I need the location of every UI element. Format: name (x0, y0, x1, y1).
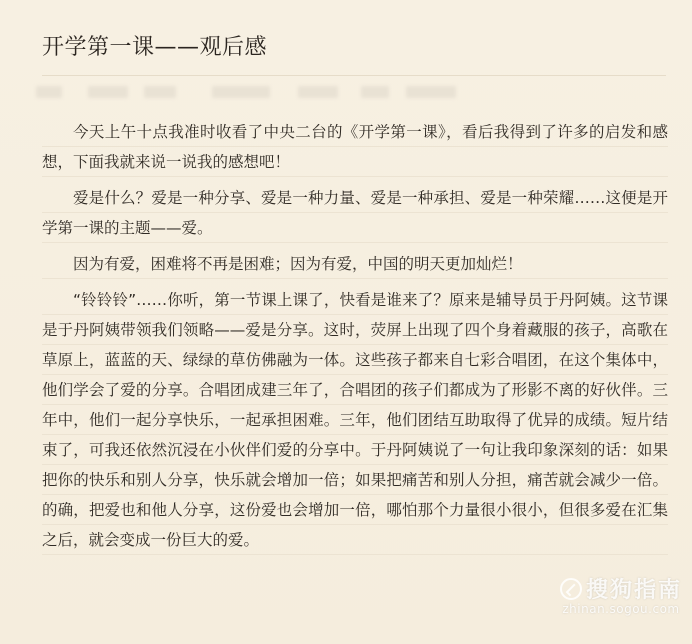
blurred-meta-1 (36, 86, 62, 98)
blurred-meta-2 (88, 86, 128, 98)
paragraph-intro: 今天上午十点我准时收看了中央二台的《开学第一课》，看后我得到了许多的启发和感想，下面我就来说一说我的感想吧！ (42, 117, 668, 177)
blurred-meta-4 (212, 86, 270, 98)
watermark-brand: 搜狗指南 (585, 578, 682, 603)
blurred-meta-3 (144, 86, 176, 98)
title-divider (42, 75, 666, 76)
watermark-url: zhinan.sogou.com (562, 602, 680, 616)
blurred-meta-6 (361, 86, 389, 98)
paragraph-theme: 爱是什么？爱是一种分享、爱是一种力量、爱是一种承担、爱是一种荣耀……这便是开学第一课的主题——爱。 (42, 183, 668, 243)
paragraph-first-lesson: “铃铃铃”……你听，第一节课上课了，快看是谁来了？原来是辅导员于丹阿姨。这节课是于丹阿姨带领我们领略——爱是分享。这时，荧屏上出现了四个身着藏服的孩子，高歌在草原上，蓝蓝的天、绿绿的草仿佛融为一体。这些孩子都来自七彩合唱团，在这个集体中，他们学会了爱的分享。合唱团成建三年了，合唱团的孩子们都成为了形影不离的好伙伴。三年中，他们一起分享快乐，一起承担困难。三年，他们团结互助取得了优异的成绩。短片结束了，可我还依然沉浸在小伙伴们爱的分享中。于丹阿姨说了一句让我印象深刻的话：如果把你的快乐和别人分享，快乐就会增加一倍；如果把痛苦和别人分担，痛苦就会减少一倍。的确，把爱也和他人分享，这份爱也会增加一倍，哪怕那个力量很小很小，但很多爱在汇集之后，就会变成一份巨大的爱。 (42, 285, 668, 555)
article-body (42, 117, 668, 561)
blurred-author-meta (36, 86, 676, 100)
blurred-meta-7 (406, 86, 456, 98)
blurred-meta-5 (298, 86, 338, 98)
sogou-logo-icon (560, 578, 582, 600)
article-title: 开学第一课——观后感 (42, 35, 268, 60)
paragraph-love: 因为有爱，困难将不再是困难；因为有爱，中国的明天更加灿烂！ (42, 249, 668, 279)
watermark (560, 573, 682, 616)
